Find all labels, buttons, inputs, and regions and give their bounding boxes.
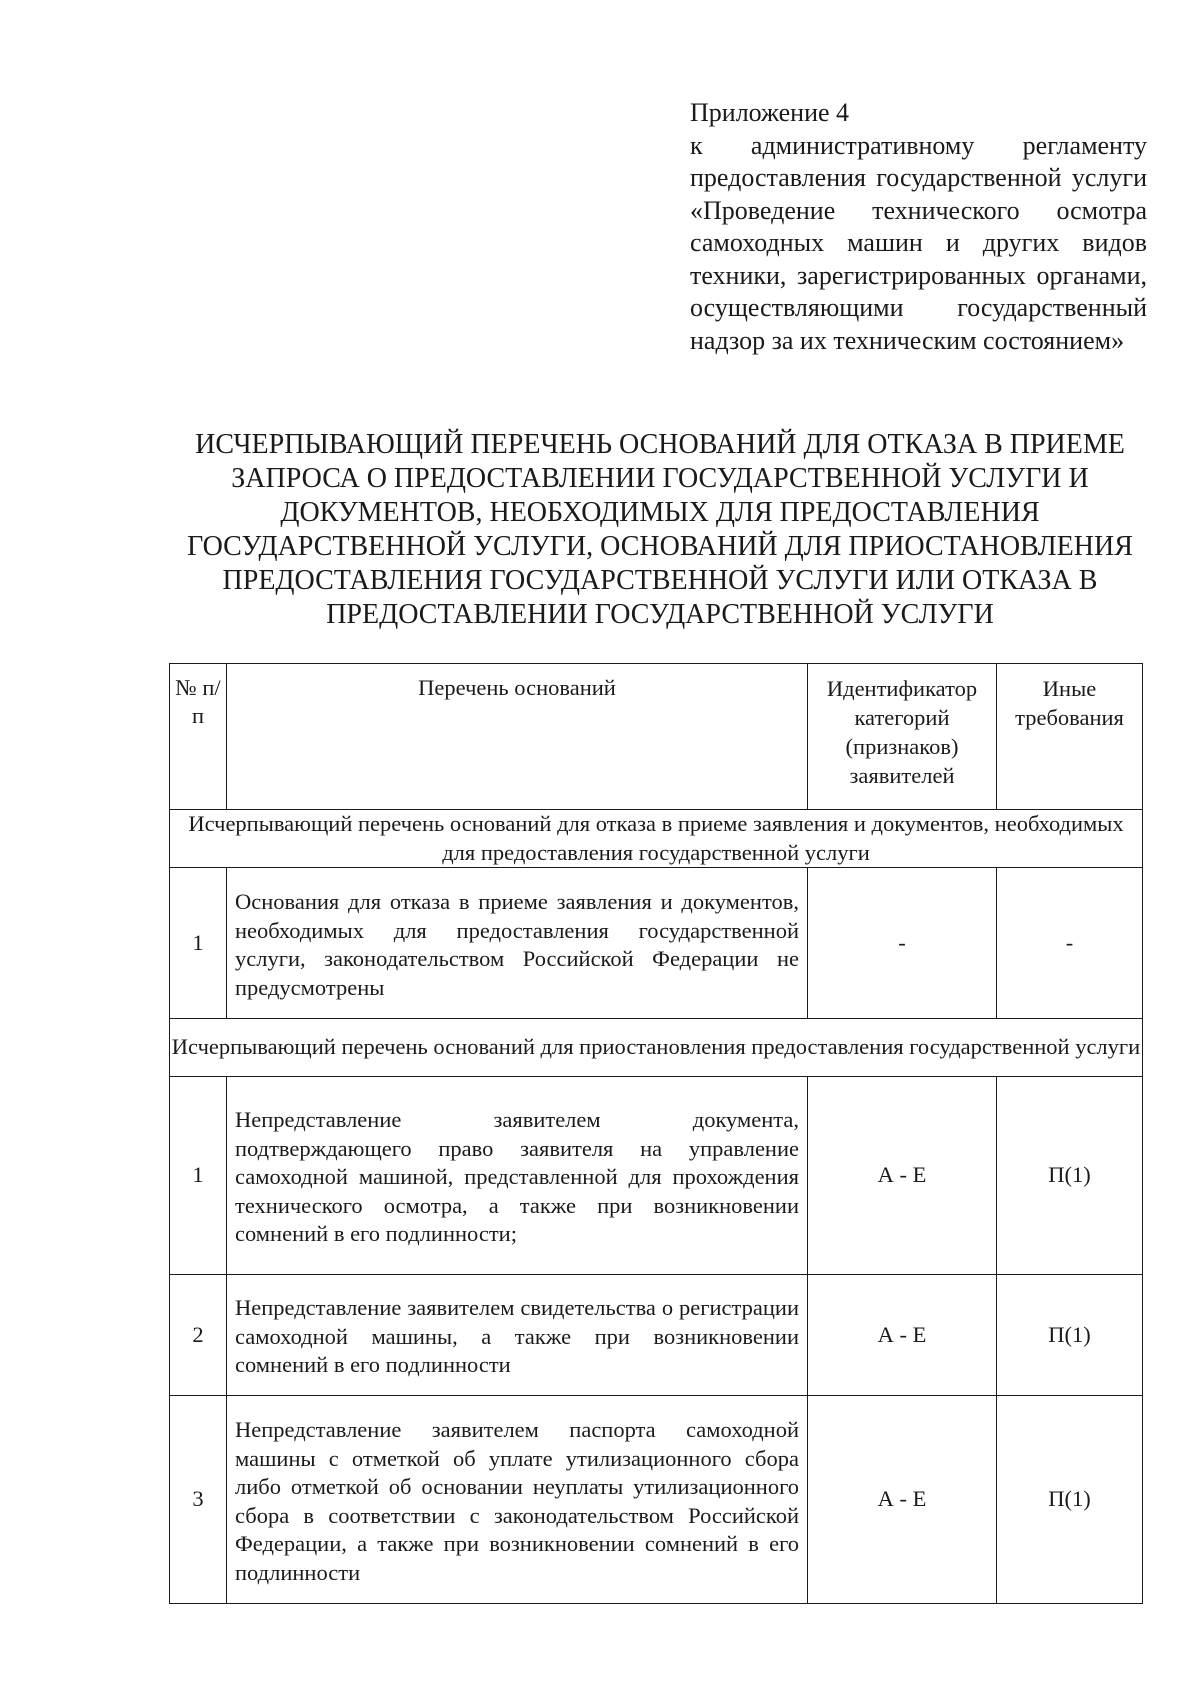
row-ground-text: Непредставление заявителем свидетельства о регистрации самоходной машины, а также при возникновении сомнений в его подлинности: [227, 1275, 808, 1396]
row-ground-text: Непредставление заявителем паспорта самоходной машины с отметкой об уплате утилизационного сбора либо отметкой об основании неуплаты утилизационного сбора в соответствии с законодательством Российской Федерации, а также при возникновении сомнений в его подлинности: [227, 1396, 808, 1604]
row-category-id: -: [808, 868, 997, 1019]
table-row: [170, 868, 1143, 1019]
header-number: № п/п: [170, 664, 227, 810]
row-other-requirements: П(1): [997, 1275, 1143, 1396]
section-title-suspension: Исчерпывающий перечень оснований для приостановления предоставления государственной услуги: [170, 1019, 1143, 1077]
row-ground-text: Основания для отказа в приеме заявления и документов, необходимых для предоставления государственной услуги, законодательством Российской Федерации не предусмотрены: [227, 868, 808, 1019]
row-number: 3: [170, 1396, 227, 1604]
appendix-text: к административному регламенту предоставления государственной услуги «Проведение технического осмотра самоходных машин и других видов техники, зарегистрированных органами, осуществляющими государственный надзор за их техническим состоянием»: [690, 130, 1147, 355]
table-row: [170, 1396, 1143, 1604]
document-heading: ИСЧЕРПЫВАЮЩИЙ ПЕРЕЧЕНЬ ОСНОВАНИЙ ДЛЯ ОТКАЗА В ПРИЕМЕ ЗАПРОСА О ПРЕДОСТАВЛЕНИИ ГОСУДАРСТВЕННОЙ УСЛУГИ И ДОКУМЕНТОВ, НЕОБХОДИМЫХ ДЛЯ ПРЕДОСТАВЛЕНИЯ ГОСУДАРСТВЕННОЙ УСЛУГИ, ОСНОВАНИЙ ДЛЯ ПРИОСТАНОВЛЕНИЯ ПРЕДОСТАВЛЕНИЯ ГОСУДАРСТВЕННОЙ УСЛУГИ ИЛИ ОТКАЗА В ПРЕДОСТАВЛЕНИИ ГОСУДАРСТВЕННОЙ УСЛУГИ: [187, 429, 1133, 630]
row-number: 1: [170, 868, 227, 1019]
header-other-requirements: Иные требования: [997, 664, 1143, 810]
table-row: [170, 1275, 1143, 1396]
grounds-table: [169, 663, 1143, 1604]
header-applicant-category-id: Идентификатор категорий (признаков) заявителей: [808, 664, 997, 810]
header-grounds-list: Перечень оснований: [227, 664, 808, 810]
row-other-requirements: П(1): [997, 1077, 1143, 1275]
table-row: [170, 1077, 1143, 1275]
section-row: [170, 1019, 1143, 1077]
table-header-row: [170, 664, 1143, 810]
row-other-requirements: П(1): [997, 1396, 1143, 1604]
section-title-refusal-acceptance: Исчерпывающий перечень оснований для отказа в приеме заявления и документов, необходимых для предоставления государственной услуги: [170, 810, 1143, 868]
section-row: [170, 810, 1143, 868]
appendix-title: Приложение 4: [690, 98, 850, 127]
row-ground-text: Непредставление заявителем документа, подтверждающего право заявителя на управление самоходной машиной, представленной для прохождения технического осмотра, а также при возникновении сомнений в его подлинности;: [227, 1077, 808, 1275]
row-number: 1: [170, 1077, 227, 1275]
appendix-block: [690, 97, 1147, 357]
row-category-id: А - Е: [808, 1275, 997, 1396]
row-other-requirements: -: [997, 868, 1143, 1019]
row-category-id: А - Е: [808, 1077, 997, 1275]
row-number: 2: [170, 1275, 227, 1396]
row-category-id: А - Е: [808, 1396, 997, 1604]
